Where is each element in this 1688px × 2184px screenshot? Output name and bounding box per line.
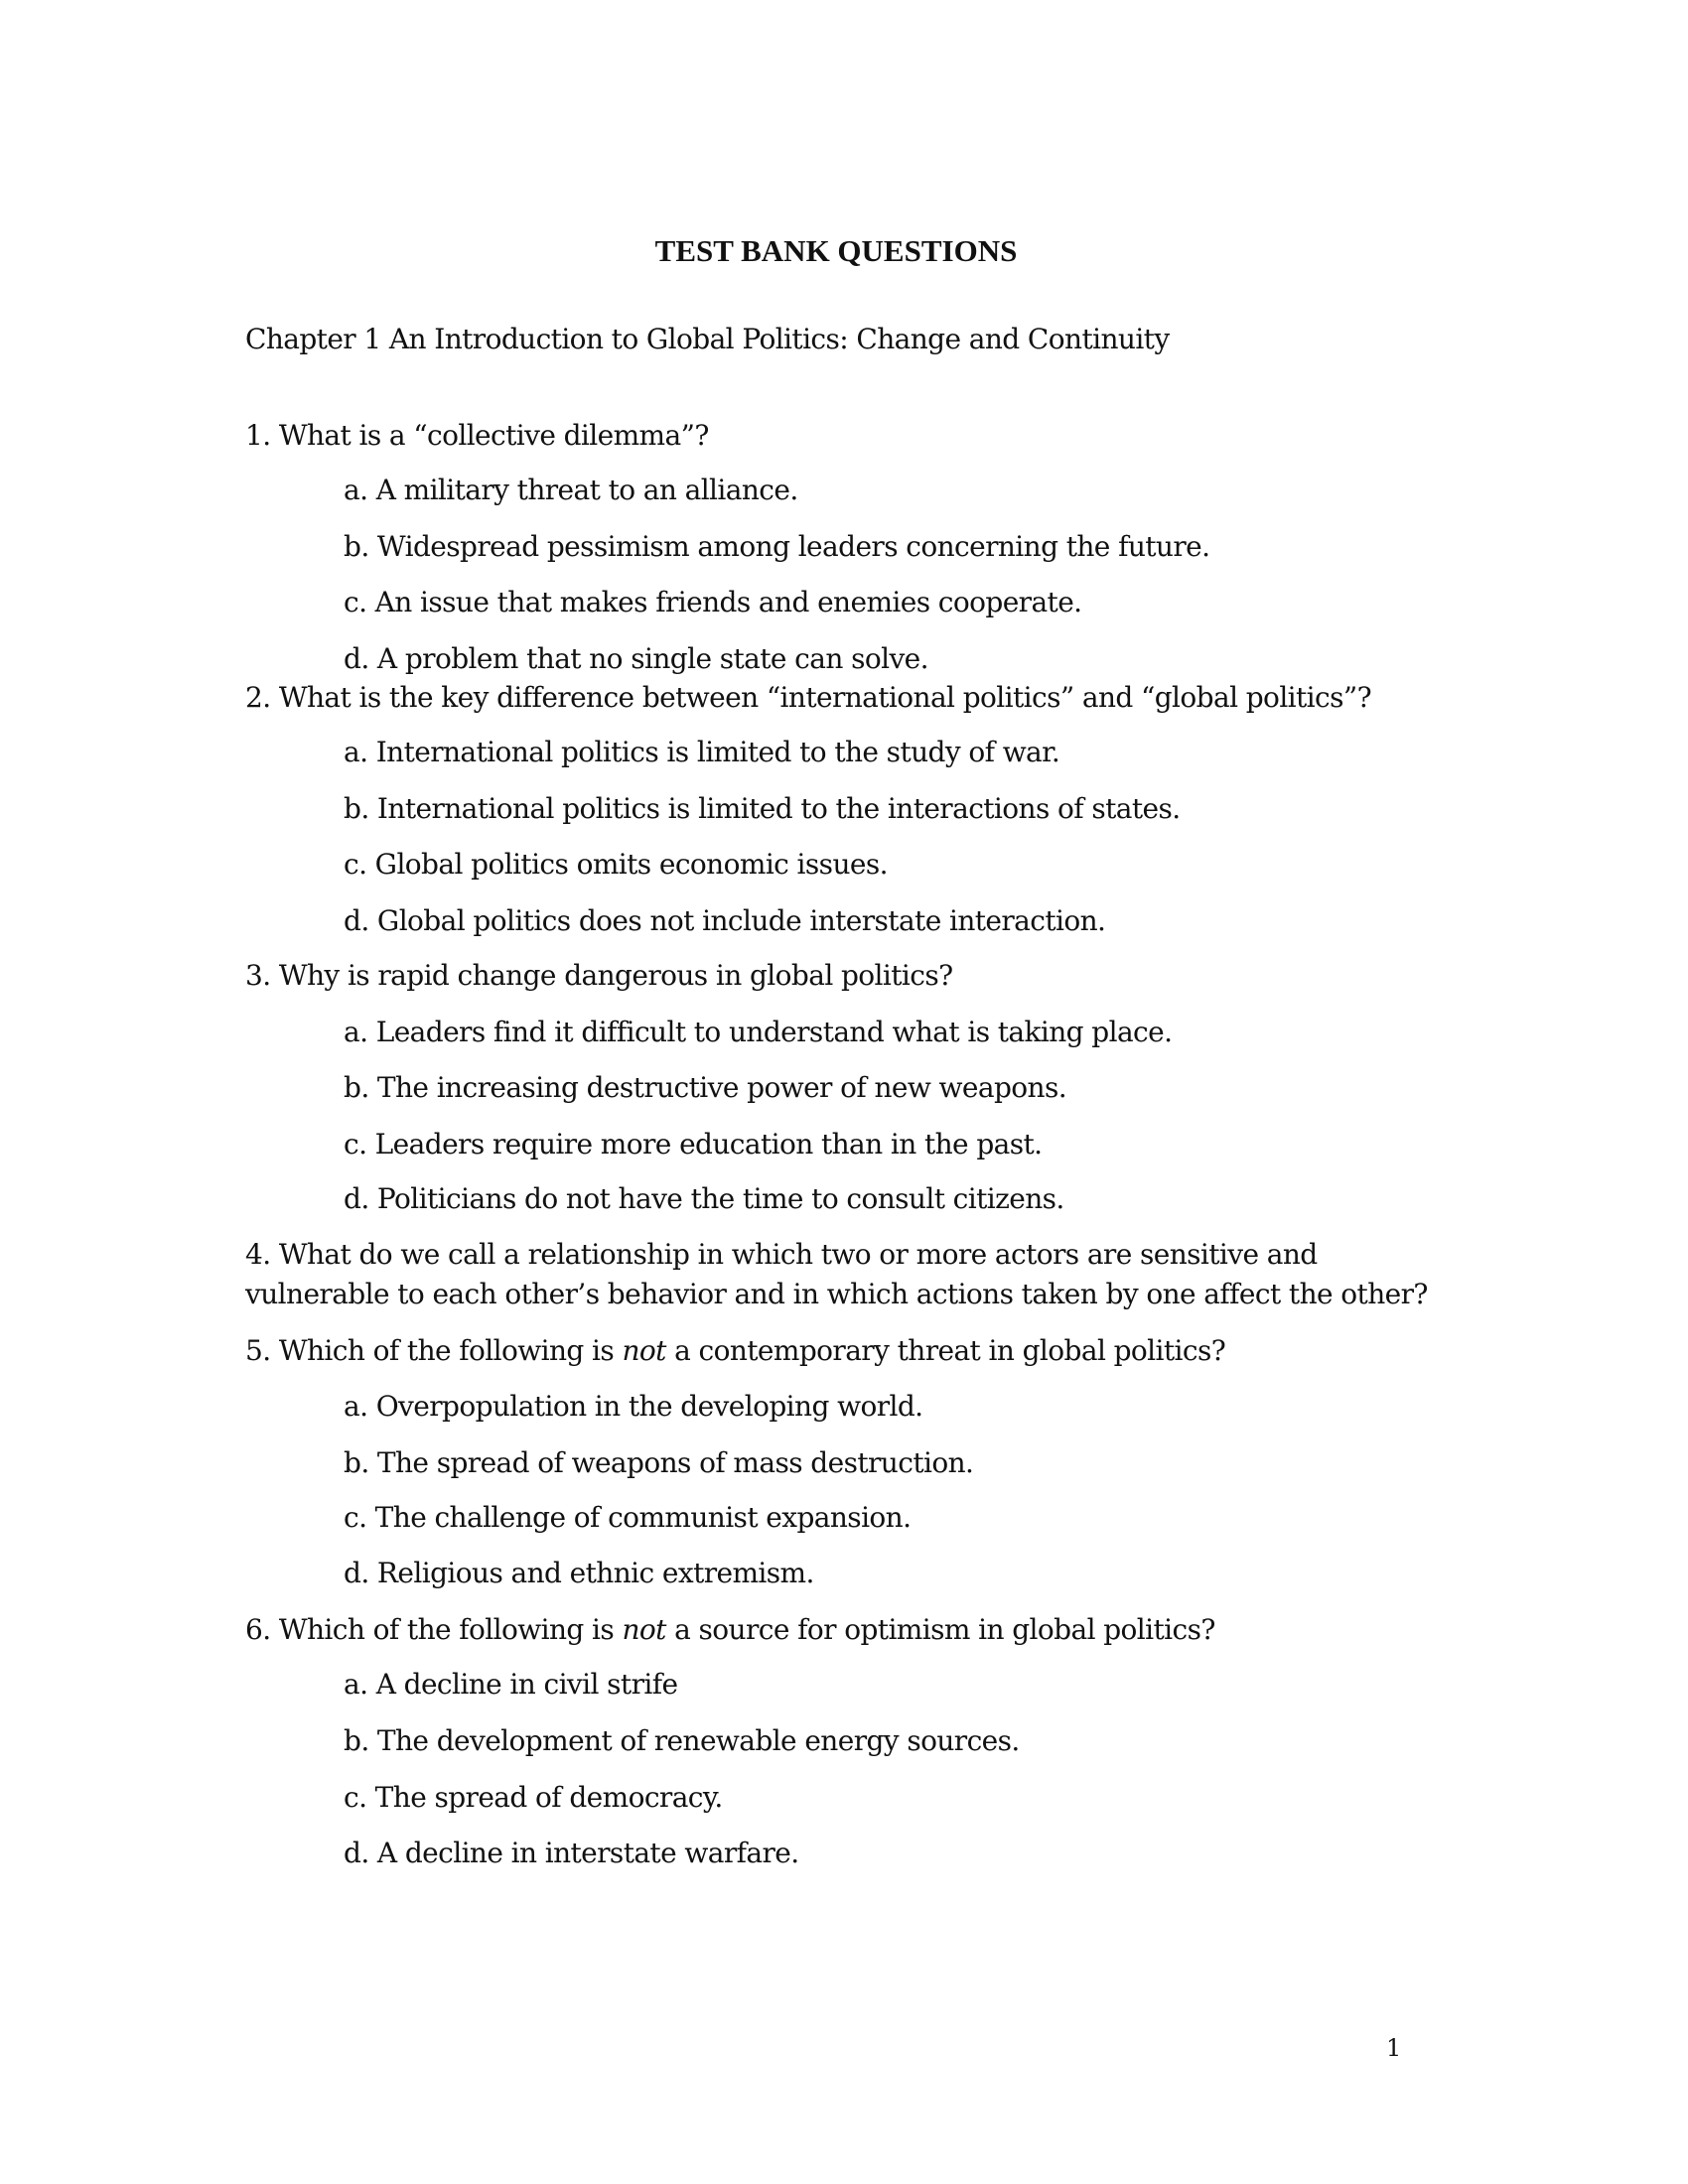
option-6b: b. The development of renewable energy sources.	[344, 1724, 1020, 1757]
option-2a: a. International politics is limited to the study of war.	[344, 736, 1060, 768]
option-6d: d. A decline in interstate warfare.	[344, 1837, 799, 1869]
option-6a: a. A decline in civil strife	[344, 1668, 678, 1701]
option-5d: d. Religious and ethnic extremism.	[344, 1557, 814, 1589]
option-5b: b. The spread of weapons of mass destruction.	[344, 1446, 974, 1479]
question-5	[245, 1334, 1225, 1368]
option-1a: a. A military threat to an alliance.	[344, 474, 798, 506]
question-1: 1. What is a “collective dilemma”?	[245, 419, 709, 452]
question-6-emphasis: not	[622, 1613, 666, 1646]
question-4-line2: vulnerable to each other’s behavior and in which actions taken by one affect the other?	[245, 1278, 1428, 1310]
option-3b: b. The increasing destructive power of new weapons.	[344, 1071, 1067, 1104]
question-4-line1: 4. What do we call a relationship in which two or more actors are sensitive and	[245, 1238, 1318, 1271]
question-6-text-end: a source for optimism in global politics?	[665, 1613, 1215, 1646]
question-3: 3. Why is rapid change dangerous in global politics?	[245, 959, 953, 992]
option-2c: c. Global politics omits economic issues.	[344, 848, 888, 881]
question-6-text: 6. Which of the following is	[245, 1613, 623, 1646]
question-5-text: 5. Which of the following is	[245, 1334, 623, 1367]
option-1b: b. Widespread pessimism among leaders concerning the future.	[344, 530, 1210, 563]
option-1c: c. An issue that makes friends and enemies cooperate.	[344, 586, 1082, 618]
option-6c: c. The spread of democracy.	[344, 1781, 723, 1814]
option-3c: c. Leaders require more education than in the past.	[344, 1128, 1043, 1160]
question-2: 2. What is the key difference between “international politics” and “global politics”?	[245, 681, 1372, 714]
question-5-emphasis: not	[622, 1334, 666, 1367]
option-3d: d. Politicians do not have the time to consult citizens.	[344, 1182, 1064, 1215]
option-1d: d. A problem that no single state can solve.	[344, 642, 928, 675]
page-number: 1	[1386, 2034, 1401, 2062]
question-5-text-end: a contemporary threat in global politics?	[665, 1334, 1226, 1367]
chapter-heading: Chapter 1 An Introduction to Global Politics: Change and Continuity	[245, 323, 1170, 355]
option-2b: b. International politics is limited to the interactions of states.	[344, 792, 1181, 825]
page-title: TEST BANK QUESTIONS	[654, 233, 1018, 268]
option-3a: a. Leaders find it difficult to understand what is taking place.	[344, 1016, 1173, 1048]
option-2d: d. Global politics does not include interstate interaction.	[344, 904, 1106, 937]
question-6	[245, 1613, 1215, 1647]
option-5a: a. Overpopulation in the developing world.	[344, 1390, 923, 1423]
option-5c: c. The challenge of communist expansion.	[344, 1501, 912, 1534]
